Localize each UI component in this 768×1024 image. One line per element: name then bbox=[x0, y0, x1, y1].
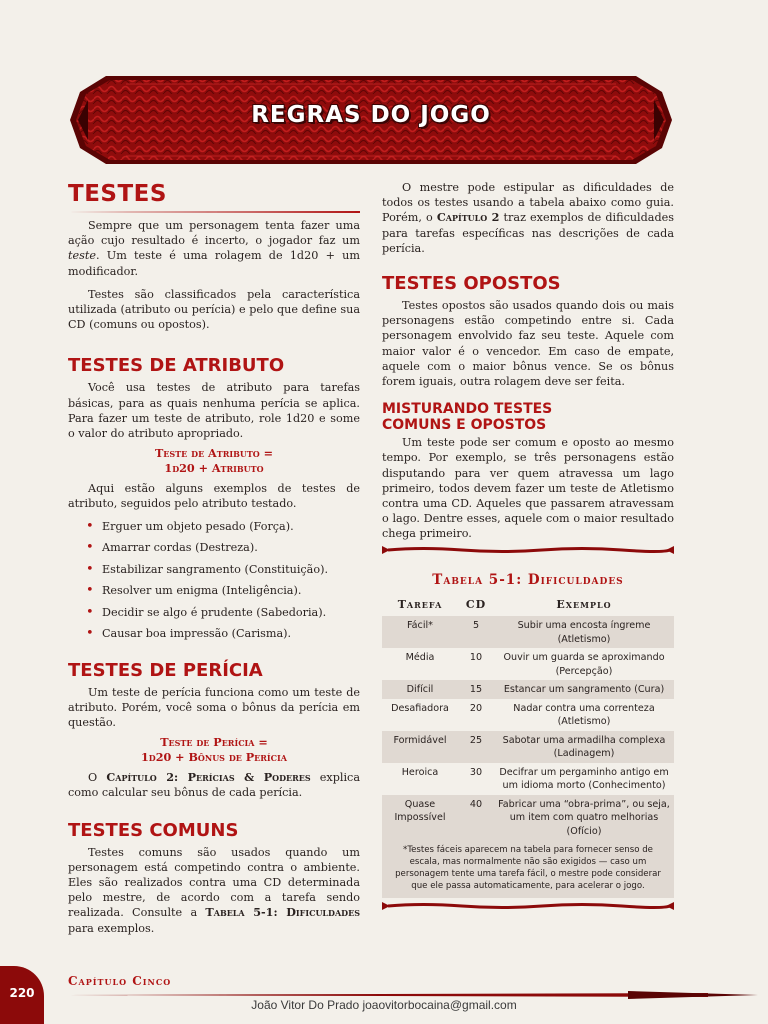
paragraph: O Capítulo 2: Perícias & Poderes explica como calcular seu bônus de cada perícia. bbox=[68, 770, 360, 800]
column-header: Tarefa bbox=[397, 597, 443, 611]
table-row: Heroica 30 Decifrar um pergaminho antigo em um idioma morto (Conhecimento) bbox=[401, 766, 669, 791]
paragraph: Um teste pode ser comum e oposto ao mesmo tempo. Por exemplo, se três personagens estão disputando para ver quem atravessa um lago primeiro, todos devem fazer um teste de Atletismo contra uma CD. Aqueles que passarem atravessam o lago. Dentre esses, aquele com o maior resultado chega primeiro. bbox=[382, 436, 674, 541]
paragraph: Aqui estão alguns exemplos de testes de atributo, seguidos pelo atributo testado. bbox=[68, 482, 360, 511]
paragraph: Sempre que um personagem tenta fazer uma ação cujo resultado é incerto, o jogador faz um teste. Um teste é uma rolagem de 1d20 + um modificador. bbox=[68, 219, 360, 278]
heading-underline bbox=[68, 209, 360, 215]
difficulty-table bbox=[382, 592, 674, 840]
section-heading-atributo: TESTES DE ATRIBUTO bbox=[68, 355, 285, 377]
chapter-label: Capítulo Cinco bbox=[68, 974, 172, 988]
table-row: Fácil* 5 Subir uma encosta íngreme (Atletismo) bbox=[382, 616, 674, 648]
list-item: • Resolver um enigma (Inteligência). bbox=[86, 580, 360, 602]
paragraph: Testes são classificados pela característica utilizada (atributo ou perícia) e pelo que define sua CD (comuns ou opostos). bbox=[68, 287, 360, 332]
table-title: Tabela 5-1: Dificuldades bbox=[432, 572, 624, 588]
bullet-list bbox=[86, 516, 360, 645]
page-number: 220 bbox=[0, 966, 44, 1024]
column-header: Exemplo bbox=[556, 597, 612, 611]
table-top-ornament bbox=[382, 545, 674, 555]
list-item: • Decidir se algo é prudente (Sabedoria). bbox=[86, 602, 360, 624]
chapter-banner bbox=[66, 74, 676, 166]
paragraph: Testes opostos são usados quando dois ou mais personagens estão competindo entre si. Cada personagem envolvido faz seu teste. Aquele com maior valor é o vencedor. Em caso de empate, aquele com o maior bônus vence. Se os bônus forem iguais, outra rolagem deve ser feita. bbox=[382, 299, 674, 389]
paragraph: O mestre pode estipular as dificuldades de todos os testes usando a tabela abaixo como guia. Porém, o Capítulo 2 traz exemplos de dificuldades para tarefas específicas nas descrições de cada perícia. bbox=[382, 181, 674, 255]
section-heading-comuns: TESTES COMUNS bbox=[68, 819, 239, 841]
left-column bbox=[68, 180, 360, 936]
difficulty-table-block bbox=[382, 540, 674, 912]
table-header-row bbox=[382, 592, 674, 616]
watermark: João Vitor Do Prado joaovitorbocaina@gmail.com bbox=[251, 998, 517, 1012]
banner-title: REGRAS DO JOGO bbox=[251, 102, 491, 128]
table-footnote: *Testes fáceis aparecem na tabela para fornecer senso de escala, mas normalmente não são exigidos — caso um personagem tente uma tarefa fácil, o mestre pode considerar que ele passa automaticamente, para acelerar o jogo. bbox=[382, 840, 674, 898]
section-heading-misturando: MISTURANDO TESTES COMUNS E OPOSTOS bbox=[382, 401, 553, 434]
formula-pericia: Teste de Perícia = 1d20 + Bônus de Perícia bbox=[141, 735, 287, 765]
list-item: • Estabilizar sangramento (Constituição). bbox=[86, 559, 360, 581]
table-bottom-ornament bbox=[382, 900, 674, 912]
list-item: • Amarrar cordas (Destreza). bbox=[86, 537, 360, 559]
table-row: Formidável 25 Sabotar uma armadilha complexa (Ladinagem) bbox=[382, 731, 674, 763]
formula-atributo: Teste de Atributo = 1d20 + Atributo bbox=[154, 446, 274, 476]
list-item: • Erguer um objeto pesado (Força). bbox=[86, 516, 360, 538]
section-heading-opostos: TESTES OPOSTOS bbox=[382, 273, 561, 295]
paragraph: Um teste de perícia funciona como um teste de atributo. Porém, você soma o bônus da perícia em questão. bbox=[68, 685, 360, 730]
paragraph: Testes comuns são usados quando um personagem está competindo contra o ambiente. Eles são realizados contra uma CD determinada pelo mestre, de acordo com a tarefa sendo realizada. Consulte a Tabela 5-1: Dificuldades para exemplos. bbox=[68, 845, 360, 935]
table-row: Média 10 Ouvir um guarda se aproximando (Percepção) bbox=[405, 652, 665, 677]
right-column bbox=[382, 180, 674, 542]
table-row: Difícil 15 Estancar um sangramento (Cura) bbox=[382, 680, 674, 699]
table-row: Desafiadora 20 Nadar contra uma correnteza (Atletismo) bbox=[391, 702, 655, 727]
column-header: CD bbox=[465, 597, 487, 611]
list-item: • Causar boa impressão (Carisma). bbox=[86, 623, 360, 645]
table-row: Quase Impossível 40 Fabricar uma “obra-prima”, ou seja, um item com quatro melhorias (Ofício) bbox=[382, 795, 674, 841]
section-heading-pericia: TESTES DE PERÍCIA bbox=[68, 659, 263, 681]
paragraph: Você usa testes de atributo para tarefas básicas, para as quais nenhuma perícia se aplica. Para fazer um teste de atributo, role 1d20 e some o valor do atributo apropriado. bbox=[68, 381, 360, 441]
section-heading-testes: TESTES bbox=[68, 181, 167, 207]
